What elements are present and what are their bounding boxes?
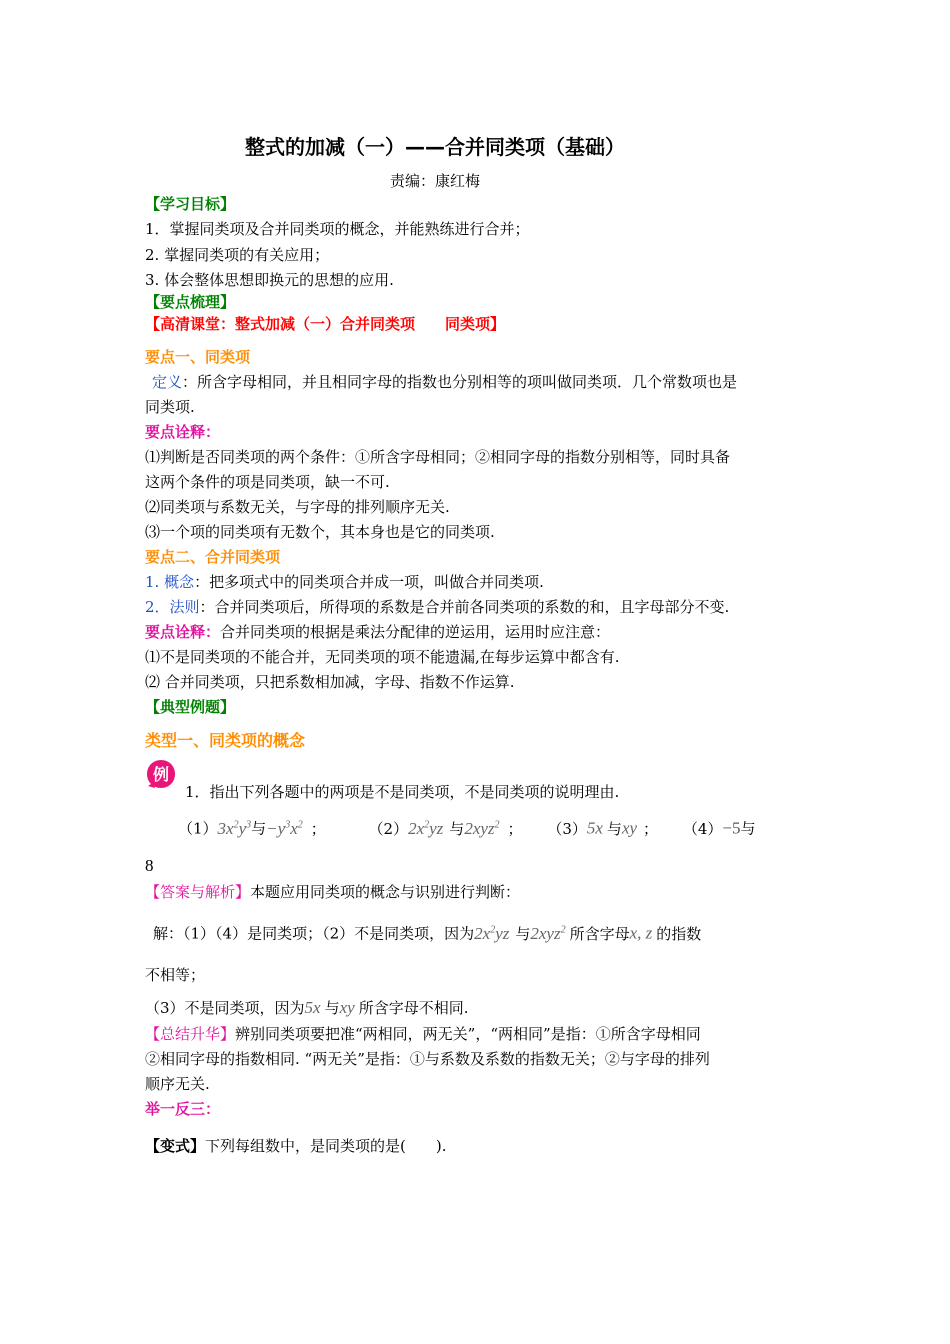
- author-line: 责编：康红梅: [389, 172, 480, 190]
- term-2xyz2: 2xyz$^2$: [530, 923, 566, 943]
- item1-label: （1）: [178, 819, 218, 838]
- term-2xyz2: 2xyz$^2$: [464, 818, 500, 838]
- term-xy: xy: [339, 998, 355, 1017]
- summary-line-3: 顺序无关.: [145, 1075, 210, 1093]
- goal-item: 1．掌握同类项及合并同类项的概念，并能熟练进行合并；: [145, 220, 530, 238]
- solution-text-5: 所含字母不相同.: [358, 999, 469, 1017]
- solution-line-1: [153, 920, 701, 944]
- goal-item: 3. 体会整体思想即换元的思想的应用.: [145, 271, 394, 289]
- concept-label: 1. 概念: [145, 573, 195, 591]
- item4-label: （4）: [682, 819, 723, 838]
- term-2x2yz: $2x^2yz$: [474, 923, 510, 943]
- summary-text: 辨别同类项要把准“两相同，两无关”，“两相同”是指：①所含字母相同: [235, 1025, 701, 1043]
- point2-note-heading: 要点诠释：: [145, 623, 221, 641]
- variant-label: 【变式】: [145, 1137, 206, 1155]
- solution-line-2: 不相等；: [145, 966, 206, 984]
- example1-question: 1．指出下列各题中的两项是不是同类项，不是同类项的说明理由.: [185, 783, 620, 801]
- page-title: 整式的加减（一）——合并同类项（基础）: [245, 135, 625, 159]
- goals-heading: 【学习目标】: [145, 195, 236, 213]
- point2-note-line: [145, 622, 610, 642]
- point2-note-text: 合并同类项的根据是乘法分配律的逆运用，运用时应注意：: [220, 623, 611, 641]
- yu: 与: [515, 924, 531, 943]
- answer-line: [145, 882, 520, 902]
- example1-last-term: 8: [145, 856, 154, 875]
- sep: ；: [507, 819, 523, 838]
- summary-label: 【总结升华】: [145, 1025, 236, 1043]
- examples-heading: 【典型例题】: [145, 698, 236, 716]
- note-item: ⑴不是同类项的不能合并，无同类项的项不能遗漏,在每步运算中都含有.: [145, 648, 620, 666]
- term-xy: xy: [621, 818, 638, 838]
- example1-items: [178, 815, 755, 839]
- rule-line: [145, 597, 729, 617]
- extend-heading: 举一反三：: [145, 1100, 221, 1118]
- yu: 与: [251, 819, 267, 838]
- term-2x2yz: $2x^2yz$: [408, 818, 444, 838]
- variant-text: 下列每组数中，是同类项的是( ).: [205, 1137, 447, 1155]
- point1-heading: 要点一、同类项: [145, 348, 251, 366]
- note-item: 这两个条件的项是同类项，缺一不可.: [145, 473, 390, 491]
- yu: 与: [324, 999, 340, 1017]
- rule-text: ：合并同类项后，所得项的系数是合并前各同类项的系数的和，且字母部分不变.: [199, 598, 730, 616]
- solution-text-1: 解：（1）（4）是同类项；（2）不是同类项，因为: [153, 924, 475, 943]
- rule-label: 2．法则: [145, 598, 200, 616]
- summary-line-2: ②相同字母的指数相同. “两无关”是指：①与系数及系数的指数无关；②与字母的排列: [145, 1050, 710, 1068]
- term-3x2y3: $3x^2y^3$: [217, 818, 252, 838]
- summary-line-1: [145, 1024, 701, 1044]
- keypoints-heading: 【要点梳理】: [145, 293, 236, 311]
- solution-text-4: （3）不是同类项，因为: [145, 999, 305, 1017]
- item3-label: （3）: [547, 819, 587, 838]
- term-xz: x, z: [629, 923, 653, 943]
- yu: 与: [449, 819, 465, 838]
- term-5x: 5x: [586, 818, 603, 838]
- sep: ；: [643, 819, 659, 838]
- item2-label: （2）: [368, 819, 409, 838]
- definition-line-2: 同类项.: [145, 398, 195, 416]
- example-badge-icon: [145, 758, 177, 790]
- term-neg5: −5: [722, 818, 741, 838]
- definition-text: ：所含字母相同，并且相同字母的指数也分别相等的项叫做同类项．几个常数项也是: [182, 373, 738, 391]
- term-5x: 5x: [304, 998, 321, 1017]
- solution-text-3: 的指数: [656, 924, 702, 943]
- concept-text: ：把多项式中的同类项合并成一项，叫做合并同类项.: [194, 573, 544, 591]
- sep: ；: [310, 819, 326, 838]
- yu: 与: [740, 819, 756, 838]
- definition-line: [152, 372, 737, 392]
- note-item: ⑵ 合并同类项，只把系数相加减，字母、指数不作运算.: [145, 673, 515, 691]
- variant-line: [145, 1136, 447, 1156]
- point1-note-heading: 要点诠释：: [145, 423, 221, 441]
- note-item: ⑶一个项的同类项有无数个，其本身也是它的同类项.: [145, 523, 495, 541]
- solution-line-3: [145, 998, 468, 1018]
- note-item: ⑵同类项与系数无关，与字母的排列顺序无关.: [145, 498, 450, 516]
- solution-text-2: 所含字母: [569, 924, 630, 943]
- point2-heading: 要点二、合并同类项: [145, 548, 281, 566]
- note-item: ⑴判断是否同类项的两个条件：①所含字母相同；②相同字母的指数分别相等，同时具备: [145, 448, 731, 466]
- definition-label: 定义: [152, 373, 183, 391]
- badge-text: 例: [152, 765, 170, 784]
- answer-label: 【答案与解析】: [145, 883, 251, 901]
- type1-heading: 类型一、同类项的概念: [145, 731, 306, 750]
- yu: 与: [606, 819, 622, 838]
- answer-text: 本题应用同类项的概念与识别进行判断：: [250, 883, 521, 901]
- video-link[interactable]: 【高清课堂：整式加减（一）合并同类项 同类项】: [145, 315, 506, 333]
- goal-item: 2. 掌握同类项的有关应用；: [145, 246, 330, 264]
- term-neg-y3x2: $-y^3x^2$: [266, 818, 303, 838]
- concept-line: [145, 572, 544, 592]
